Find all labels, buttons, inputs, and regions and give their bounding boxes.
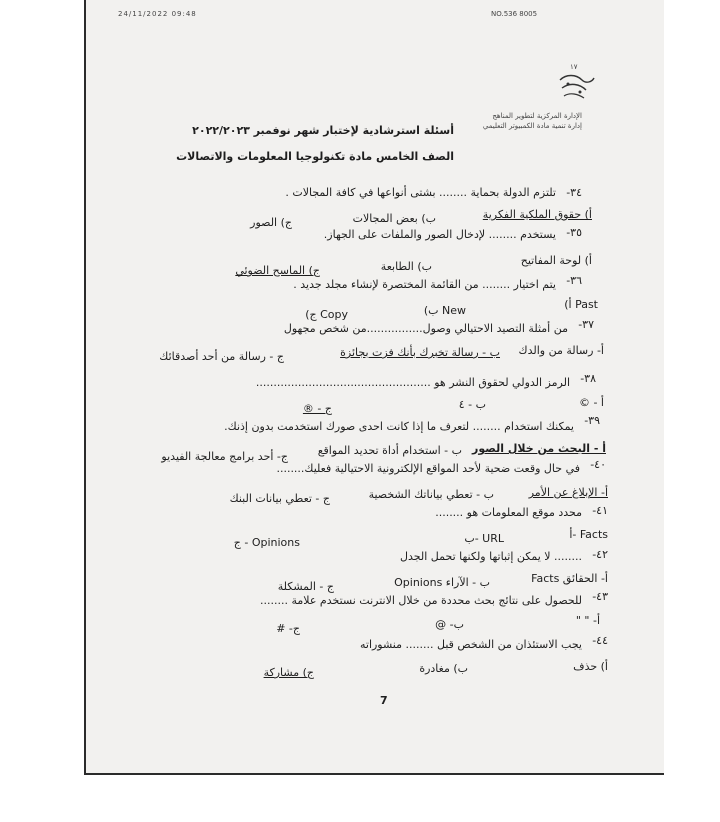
q37-option-a: أ- رسالة من والدك: [518, 344, 604, 357]
q43-number: ٤٣-: [592, 590, 608, 603]
q42-text: ........ لا يمكن إثباتها ولكنها تحمل الجدل: [400, 550, 582, 563]
q44-text: يجب الاستئذان من الشخص قبل ........ منشوراته: [359, 638, 582, 651]
q43-option-b: ب- @: [435, 618, 464, 631]
q40-option-a: أ- الإبلاغ عن الأمر: [528, 486, 608, 499]
q39-option-b: ب - استخدام أداة تحديد المواقع: [317, 444, 462, 457]
exam-subtitle: الصف الخامس مادة تكنولوجيا المعلومات والاتصالات: [176, 150, 454, 163]
q41-text: محدد موقع المعلومات هو ........: [435, 506, 582, 519]
q34-option-b: ب) بعض المجالات: [352, 212, 436, 225]
q40-number: ٤٠-: [590, 458, 606, 471]
q37-number: ٣٧-: [578, 318, 594, 331]
q38-option-a: أ - ©: [578, 396, 604, 409]
q39-text: يمكنك استخدام ........ لتعرف ما إذا كانت احدى صورك استخدمت بدون إذنك.: [224, 420, 574, 433]
q40-option-b: ب - تعطي بياناتك الشخصية: [368, 488, 494, 501]
q44-option-a: أ) حذف: [573, 660, 608, 673]
q36-number: ٣٦-: [566, 274, 582, 287]
q43-option-c: ج- #: [276, 622, 300, 635]
fax-number: NO.536 8005: [491, 10, 538, 18]
q34-option-c: ج) الصور: [250, 216, 292, 229]
q40-text: في حال وقعت ضحية لأحد المواقع الإلكترونية الاحتيالية فعليك........: [276, 462, 580, 475]
q34-text: تلتزم الدولة بحماية ........ بشتى أنواعها في كافة المجالات .: [285, 186, 556, 199]
small-mark: ١٧: [570, 63, 578, 71]
q39-option-c: ج- أحد برامج معالجة الفيديو: [161, 450, 288, 463]
q35-option-b: ب) الطابعة: [380, 260, 432, 273]
q34-number: ٣٤-: [566, 186, 582, 199]
q43-text: للحصول على نتائج بحث محددة من خلال الانترنت نستخدم علامة ........: [260, 594, 582, 607]
q41-option-b: URL -ب: [464, 532, 504, 545]
q35-text: يستخدم ........ لإدخال الصور والملفات على الجهاز.: [323, 228, 556, 241]
q37-text: من أمثلة التصيد الاحتيالي وصول................من شخص مجهول: [283, 322, 568, 335]
q39-number: ٣٩-: [584, 414, 600, 427]
q37-option-c: ج - رسالة من أحد أصدقائك: [159, 350, 284, 363]
exam-paper: [84, 0, 664, 775]
admin-line-1: الإدارة المركزية لتطوير المناهج: [492, 112, 582, 120]
q38-option-b: ب - ٤: [458, 398, 486, 411]
q36-text: يتم اختيار ........ من القائمة المختصرة لإنشاء مجلد جديد .: [293, 278, 556, 291]
q36-option-c: Copy ج): [305, 308, 348, 321]
q35-option-a: أ) لوحة المفاتيح: [520, 254, 592, 267]
q37-option-b: ب - رسالة تخبرك بأنك فزت بجائزة: [340, 346, 500, 359]
q42-number: ٤٢-: [592, 548, 608, 561]
fax-code: 24/11/2022 09:48: [118, 10, 197, 18]
q44-option-b: ب) مغادرة: [419, 662, 468, 675]
q41-option-a: Facts -أ: [569, 528, 608, 541]
q41-number: ٤١-: [592, 504, 608, 517]
q40-option-c: ج - تعطي بيانات البنك: [229, 492, 330, 505]
q42-option-c: ج - المشكلة: [277, 580, 334, 593]
page-curl: [646, 0, 664, 70]
q34-option-a: أ) حقوق الملكية الفكرية: [482, 208, 592, 221]
q36-option-b: New ب): [423, 304, 466, 317]
q38-number: ٣٨-: [580, 372, 596, 385]
q42-option-a: أ- الحقائق Facts: [531, 572, 608, 585]
q43-option-a: أ- " ": [575, 614, 600, 627]
q35-number: ٣٥-: [566, 226, 582, 239]
q41-option-c: Opinions - ج: [233, 536, 300, 549]
exam-title: أسئلة استرشادية لإختبار شهر نوفمبر ٢٠٢٢/٢٠٢٣: [192, 124, 454, 137]
q38-option-c: ج - ®: [302, 402, 332, 415]
q44-option-c: ج) مشاركة: [263, 666, 314, 679]
q42-option-b: ب - الآراء Opinions: [394, 576, 490, 589]
q44-number: ٤٤-: [592, 634, 608, 647]
q38-text: الرمز الدولي لحقوق النشر هو ..................................................: [255, 376, 570, 389]
ministry-logo: [556, 72, 596, 106]
q36-option-a: Past أ): [564, 298, 598, 311]
admin-line-2: إدارة تنمية مادة الكمبيوتر التعليمي: [482, 122, 582, 130]
q35-option-c: ج) الماسح الضوئي: [235, 264, 320, 277]
page-number: 7: [380, 694, 388, 707]
q39-option-a: أ - البحث من خلال الصور: [472, 442, 606, 455]
